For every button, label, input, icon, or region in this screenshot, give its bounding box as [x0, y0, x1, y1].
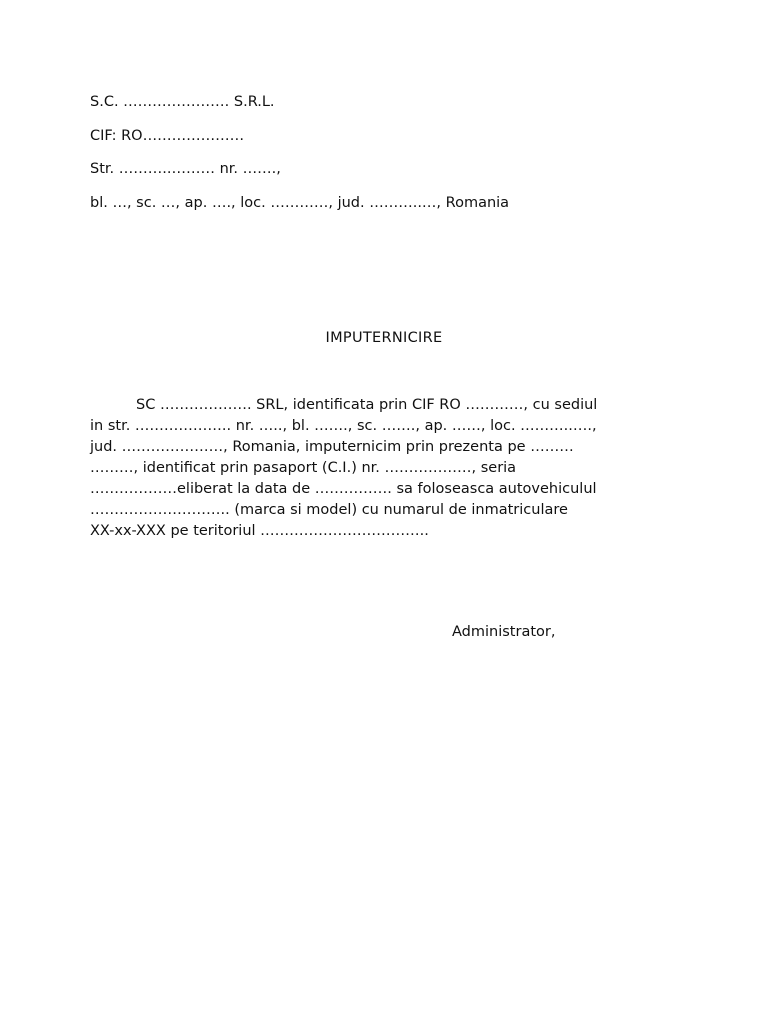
signature-label: Administrator,	[452, 624, 556, 640]
address-line: bl. …, sc. …, ap. …., loc. …………, jud. ………..…, Romania	[90, 195, 510, 211]
body-line	[90, 395, 670, 416]
document-body	[90, 395, 670, 542]
body-line: ………, identificat prin pasaport (C.I.) nr. ………………, seria	[90, 460, 517, 476]
document-title: IMPUTERNICIRE	[325, 330, 443, 346]
street-line: Str. ………..……… nr. …….,	[90, 161, 281, 177]
cif-line: CIF: RO…………………	[90, 128, 245, 144]
body-line-text: SC ………………. SRL, identificata prin CIF RO …………, cu sediul	[136, 397, 598, 413]
body-line: XX-xx-XXX pe teritoriul ……………………………..	[90, 523, 429, 539]
body-line: ……………………….. (marca si model) cu numarul de inmatriculare	[90, 502, 568, 518]
body-line: in str. ……………….. nr. ….., bl. ……., sc. ……., ap. ……, loc. ………..….,	[90, 418, 597, 434]
body-line: ………………eliberat la data de ……………. sa foloseasca autovehiculul	[90, 481, 597, 497]
body-line: jud. …………………, Romania, imputernicim prin prezenta pe ………	[90, 439, 574, 455]
company-name-line: S.C. …………………. S.R.L.	[90, 94, 275, 110]
